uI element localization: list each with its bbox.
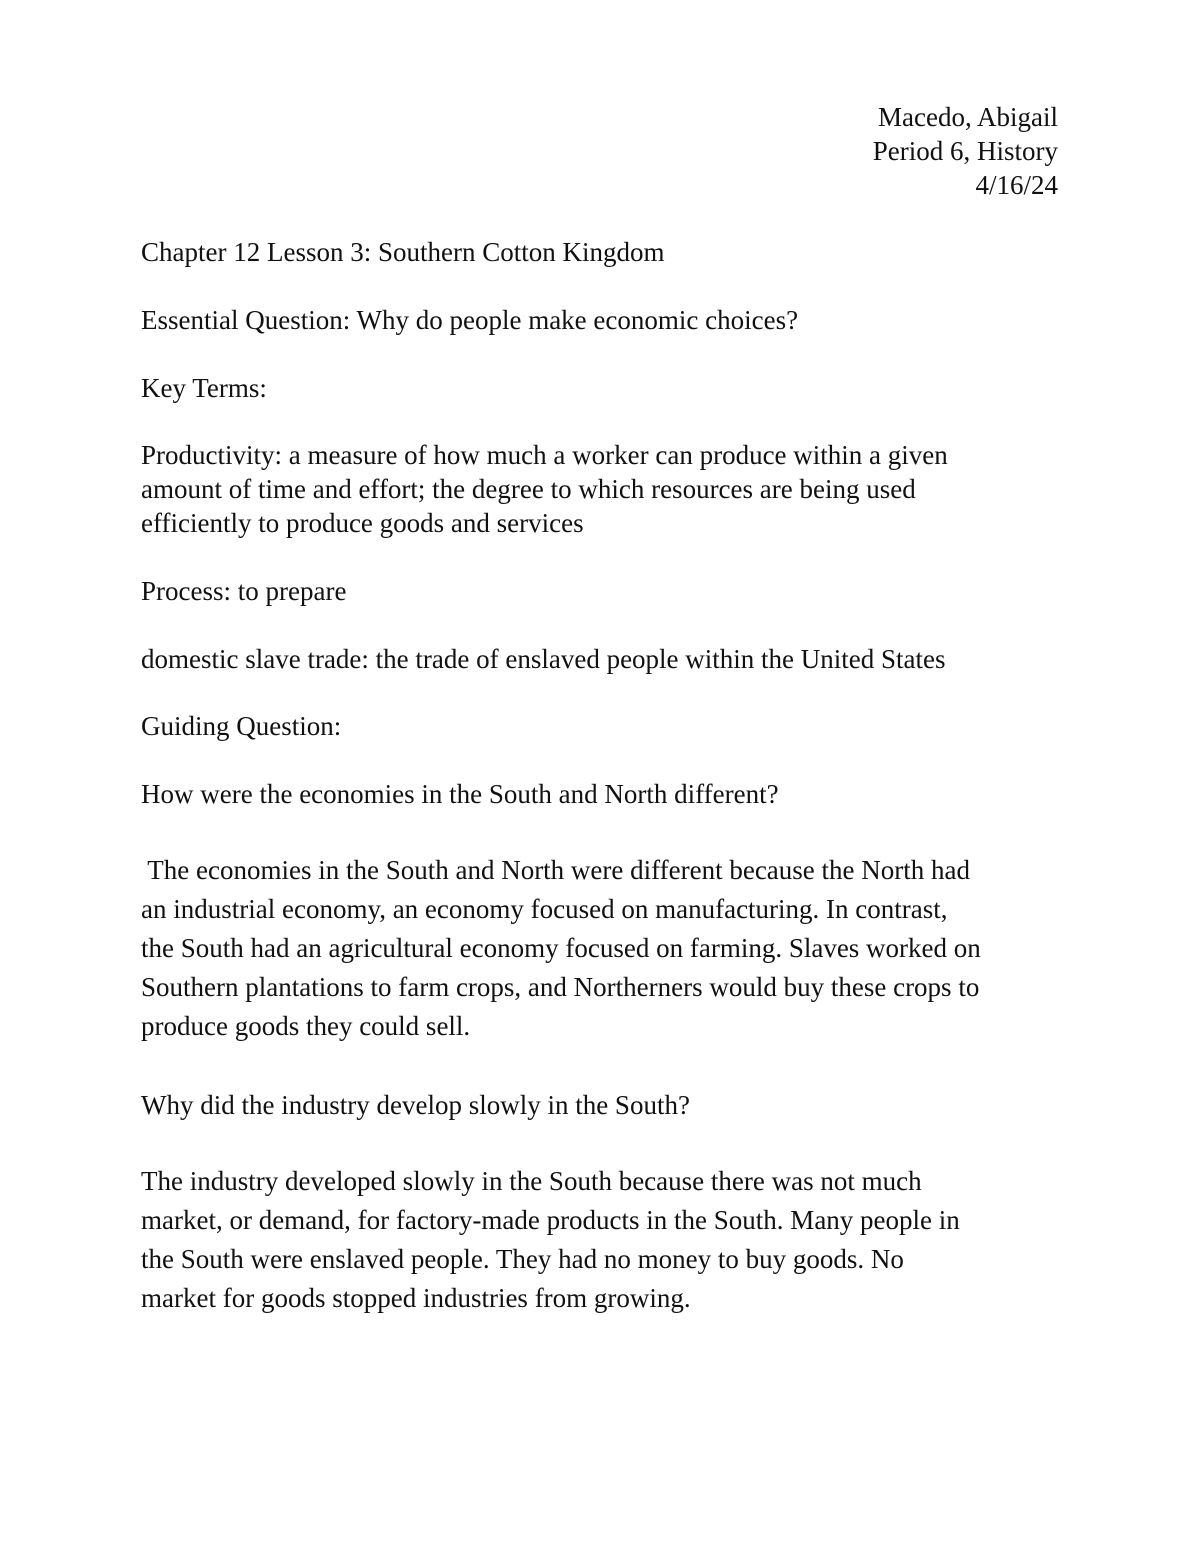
answer-one-line: the South had an agricultural economy focused on farming. Slaves worked on	[141, 933, 981, 963]
term-productivity-line: efficiently to produce goods and services	[141, 508, 584, 538]
answer-two-line: the South were enslaved people. They had no money to buy goods. No	[141, 1244, 904, 1274]
answer-one-line: produce goods they could sell.	[141, 1011, 471, 1041]
answer-one	[141, 851, 1071, 1046]
answer-two	[141, 1162, 1071, 1318]
key-terms-heading: Key Terms:	[141, 373, 267, 403]
term-process: Process: to prepare	[141, 576, 347, 606]
answer-one-line: an industrial economy, an economy focused on manufacturing. In contrast,	[141, 894, 948, 924]
answer-one-line: The economies in the South and North were different because the North had	[141, 855, 970, 885]
essential-question: Essential Question: Why do people make economic choices?	[141, 305, 799, 335]
guiding-question-heading: Guiding Question:	[141, 711, 342, 741]
term-productivity-line: Productivity: a measure of how much a worker can produce within a given	[141, 440, 948, 470]
answer-one-line: Southern plantations to farm crops, and Northerners would buy these crops to	[141, 972, 980, 1002]
class-period: Period 6, History	[872, 136, 1058, 166]
term-productivity	[141, 438, 948, 540]
question-one: How were the economies in the South and North different?	[141, 779, 779, 809]
question-two: Why did the industry develop slowly in the South?	[141, 1090, 690, 1120]
assignment-date: 4/16/24	[975, 170, 1058, 200]
answer-two-line: The industry developed slowly in the South because there was not much	[141, 1166, 922, 1196]
lesson-title: Chapter 12 Lesson 3: Southern Cotton Kingdom	[141, 237, 665, 267]
answer-two-line: market, or demand, for factory-made products in the South. Many people in	[141, 1205, 960, 1235]
term-productivity-line: amount of time and effort; the degree to which resources are being used	[141, 474, 916, 504]
answer-two-line: market for goods stopped industries from growing.	[141, 1283, 691, 1313]
student-name: Macedo, Abigail	[878, 102, 1058, 132]
term-domestic-slave-trade: domestic slave trade: the trade of enslaved people within the United States	[141, 644, 946, 674]
student-header	[873, 100, 1058, 202]
